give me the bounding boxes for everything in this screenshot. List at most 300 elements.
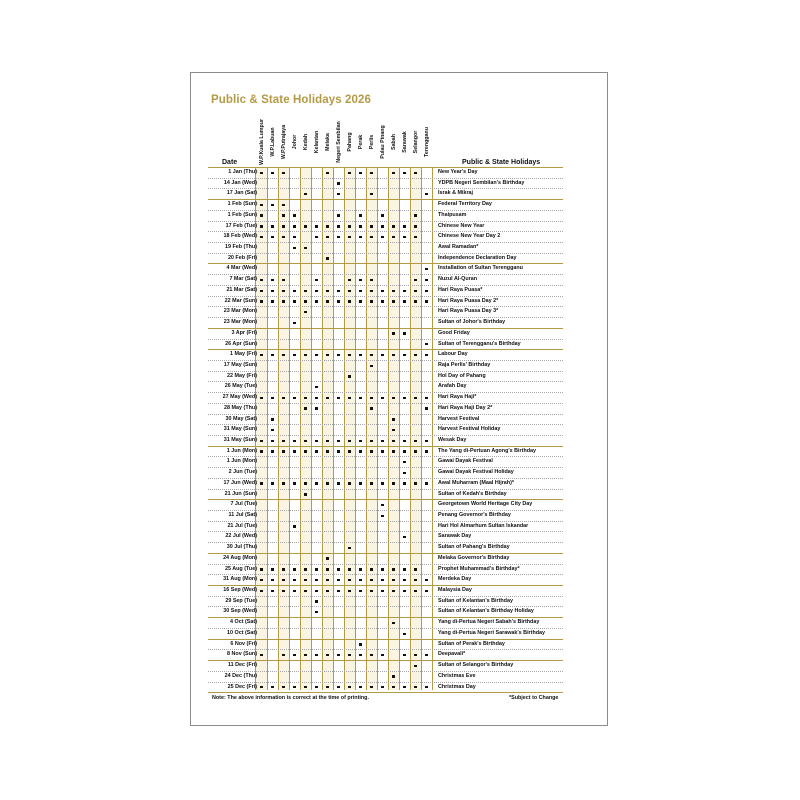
table-row (208, 554, 563, 565)
holiday-marker (337, 568, 339, 570)
holiday-marker (348, 654, 350, 656)
holiday-marker (282, 579, 284, 581)
holiday-marker (359, 590, 361, 592)
holiday-marker (425, 193, 427, 195)
holiday-marker (414, 214, 416, 216)
holiday-marker (326, 225, 328, 227)
holiday-name: Deepavali* (438, 651, 466, 658)
holiday-marker (370, 482, 372, 484)
holiday-name: Sultan of Johor's Birthday (438, 319, 506, 326)
holiday-date: 7 Mar (Sat) (229, 276, 257, 283)
table-row (208, 254, 563, 265)
table-row (208, 415, 563, 426)
holiday-marker (359, 450, 361, 452)
holiday-marker (282, 300, 284, 302)
holiday-marker (348, 225, 350, 227)
holiday-marker (425, 290, 427, 292)
state-label: Perak (357, 134, 364, 149)
table-row (208, 522, 563, 533)
holiday-date: 29 Sep (Tue) (225, 597, 257, 604)
holiday-marker (414, 236, 416, 238)
holiday-marker (282, 397, 284, 399)
holiday-name: Hari Raya Puasa* (438, 286, 483, 293)
table-row (208, 586, 563, 597)
holiday-marker (326, 397, 328, 399)
holiday-marker (315, 440, 317, 442)
holiday-marker (260, 397, 262, 399)
holiday-marker (326, 686, 328, 688)
holiday-date: 14 Jan (Wed) (223, 179, 257, 186)
holiday-marker (337, 236, 339, 238)
holiday-marker (293, 525, 295, 527)
holiday-marker (392, 429, 394, 431)
holiday-marker (260, 440, 262, 442)
holiday-marker (282, 568, 284, 570)
holiday-name: Nuzul Al-Quran (438, 276, 478, 283)
holiday-marker (425, 482, 427, 484)
holiday-marker (348, 440, 350, 442)
holiday-date: 3 Apr (Fri) (231, 329, 257, 336)
holiday-name: Harvest Festival Holiday (438, 426, 501, 433)
holiday-name: Sultan of Selangor's Birthday (438, 662, 514, 669)
holiday-marker (326, 236, 328, 238)
table-row (208, 511, 563, 522)
holiday-marker (326, 354, 328, 356)
holiday-marker (315, 579, 317, 581)
holiday-marker (359, 482, 361, 484)
table-row (208, 286, 563, 297)
holiday-name: Federal Territory Day (438, 201, 492, 208)
table-row (208, 340, 563, 351)
holiday-marker (414, 654, 416, 656)
holiday-marker (392, 579, 394, 581)
holiday-marker (414, 354, 416, 356)
holiday-name: Sultan of Kelantan's Birthday (438, 597, 513, 604)
state-header (377, 116, 388, 167)
holiday-marker (293, 440, 295, 442)
holiday-marker (348, 375, 350, 377)
holiday-marker (425, 579, 427, 581)
holiday-marker (370, 440, 372, 442)
holiday-marker (260, 686, 262, 688)
table-row (208, 425, 563, 436)
holiday-marker (271, 440, 273, 442)
holiday-marker (348, 290, 350, 292)
holiday-marker (348, 568, 350, 570)
holiday-marker (271, 429, 273, 431)
holiday-marker (282, 354, 284, 356)
holiday-marker (425, 268, 427, 270)
state-header (388, 116, 399, 167)
holiday-marker (337, 193, 339, 195)
holiday-marker (282, 279, 284, 281)
holiday-marker (370, 686, 372, 688)
holiday-marker (359, 354, 361, 356)
table-row (208, 683, 563, 694)
state-header (410, 116, 421, 167)
holiday-marker (403, 450, 405, 452)
holiday-marker (370, 236, 372, 238)
holiday-marker (425, 343, 427, 345)
holiday-marker (326, 557, 328, 559)
holiday-marker (359, 397, 361, 399)
state-label: Sabah (390, 133, 397, 150)
state-header (355, 116, 366, 167)
holiday-date: 1 Feb (Sun) (227, 211, 257, 218)
state-label: Negeri Sembilan (335, 120, 342, 163)
holiday-marker (381, 290, 383, 292)
holiday-date: 1 May (Fri) (230, 351, 257, 358)
holiday-marker (304, 311, 306, 313)
holiday-marker (403, 354, 405, 356)
holiday-marker (293, 686, 295, 688)
holiday-marker (260, 279, 262, 281)
holiday-marker (304, 493, 306, 495)
table-row (208, 629, 563, 640)
holiday-marker (326, 290, 328, 292)
holiday-date: 28 May (Thu) (224, 404, 257, 411)
holiday-marker (271, 204, 273, 206)
holiday-marker (381, 225, 383, 227)
holiday-marker (260, 482, 262, 484)
holiday-date: 18 Feb (Wed) (223, 233, 257, 240)
holiday-marker (260, 236, 262, 238)
holiday-marker (337, 686, 339, 688)
table-row (208, 436, 563, 447)
state-label: Kedah (302, 133, 309, 150)
holiday-marker (359, 654, 361, 656)
holiday-marker (315, 300, 317, 302)
holiday-marker (337, 654, 339, 656)
holiday-marker (293, 482, 295, 484)
table-row (208, 232, 563, 243)
holiday-date: 20 Feb (Fri) (227, 254, 257, 261)
holiday-marker (326, 257, 328, 259)
holiday-marker (293, 579, 295, 581)
holiday-marker (381, 590, 383, 592)
holiday-marker (271, 279, 273, 281)
holiday-table (208, 168, 563, 693)
holiday-marker (370, 225, 372, 227)
footer-note: Note: The above information is correct at the time of printing. (212, 695, 369, 701)
holiday-name: Christmas Eve (438, 672, 476, 679)
holiday-marker (326, 654, 328, 656)
holiday-marker (370, 354, 372, 356)
holiday-marker (403, 579, 405, 581)
holiday-marker (326, 579, 328, 581)
holiday-marker (293, 450, 295, 452)
holiday-marker (337, 182, 339, 184)
holiday-name: Awal Ramadan* (438, 244, 479, 251)
holiday-marker (304, 482, 306, 484)
holiday-marker (304, 354, 306, 356)
holiday-date: 1 Jun (Mon) (226, 458, 257, 465)
holiday-marker (359, 279, 361, 281)
holiday-date: 31 May (Sun) (223, 436, 257, 443)
holiday-date: 21 Mar (Sat) (226, 286, 257, 293)
holiday-date: 25 Dec (Fri) (227, 683, 257, 690)
holiday-marker (315, 590, 317, 592)
holiday-marker (315, 450, 317, 452)
holiday-date: 22 Jul (Wed) (225, 533, 257, 540)
holiday-marker (370, 450, 372, 452)
holiday-marker (271, 300, 273, 302)
holiday-name: Gawai Dayak Festival (438, 458, 493, 465)
holiday-date: 4 Mar (Wed) (226, 265, 257, 272)
holiday-name: Prophet Muhammad's Birthday* (438, 565, 520, 572)
holiday-marker (392, 675, 394, 677)
holiday-marker (315, 686, 317, 688)
holiday-marker (425, 397, 427, 399)
holiday-name: Israk & Mikraj (438, 190, 474, 197)
holiday-marker (392, 590, 394, 592)
holiday-marker (414, 172, 416, 174)
holiday-date: 24 Dec (Thu) (224, 672, 257, 679)
holiday-marker (326, 482, 328, 484)
holiday-date: 22 Mar (Sun) (224, 297, 257, 304)
holiday-marker (381, 654, 383, 656)
state-header (289, 116, 300, 167)
holiday-marker (392, 354, 394, 356)
holiday-marker (403, 332, 405, 334)
holiday-marker (260, 354, 262, 356)
holiday-marker (359, 225, 361, 227)
holiday-marker (293, 300, 295, 302)
state-label: Selangor (412, 130, 419, 153)
holiday-marker (304, 247, 306, 249)
holiday-marker (315, 236, 317, 238)
table-row (208, 264, 563, 275)
holiday-marker (403, 686, 405, 688)
table-row (208, 372, 563, 383)
holiday-marker (403, 290, 405, 292)
table-row (208, 565, 563, 576)
table-row (208, 168, 563, 179)
holiday-date: 30 Jul (Thu) (226, 544, 257, 551)
holiday-marker (282, 204, 284, 206)
holiday-marker (282, 440, 284, 442)
table-row (208, 222, 563, 233)
holiday-marker (348, 279, 350, 281)
table-row (208, 532, 563, 543)
holiday-date: 19 Feb (Thu) (224, 244, 257, 251)
holiday-marker (392, 568, 394, 570)
holiday-marker (414, 686, 416, 688)
holiday-marker (359, 579, 361, 581)
state-header (256, 116, 267, 167)
table-row (208, 200, 563, 211)
holiday-date: 21 Jul (Tue) (227, 522, 257, 529)
holiday-marker (293, 654, 295, 656)
holiday-marker (304, 568, 306, 570)
holiday-date: 23 Mar (Mon) (223, 319, 257, 326)
state-header (333, 116, 344, 167)
holiday-marker (392, 418, 394, 420)
holiday-name: Labour Day (438, 351, 468, 358)
holiday-date: 4 Oct (Sat) (230, 619, 257, 626)
table-row (208, 672, 563, 683)
holiday-name: Chinese New Year (438, 222, 485, 229)
table-row (208, 661, 563, 672)
table-row (208, 457, 563, 468)
table-row (208, 479, 563, 490)
holiday-name: Chinese New Year Day 2 (438, 233, 501, 240)
holiday-name: Raja Perlis' Birthday (438, 361, 491, 368)
holiday-marker (315, 407, 317, 409)
table-row (208, 618, 563, 629)
state-header (344, 116, 355, 167)
holiday-marker (359, 172, 361, 174)
holiday-marker (260, 172, 262, 174)
holiday-date: 10 Oct (Sat) (227, 629, 257, 636)
page-title: Public & State Holidays 2026 (211, 94, 372, 106)
holiday-marker (359, 568, 361, 570)
holiday-marker (392, 290, 394, 292)
holiday-marker (282, 450, 284, 452)
state-header (421, 116, 432, 167)
table-row (208, 318, 563, 329)
state-label: Pulau Pinang (379, 124, 386, 159)
holiday-marker (414, 300, 416, 302)
holiday-marker (304, 407, 306, 409)
holiday-marker (293, 322, 295, 324)
holiday-date: 24 Aug (Mon) (223, 554, 257, 561)
holiday-marker (403, 654, 405, 656)
holiday-marker (414, 279, 416, 281)
holiday-date: 23 Mar (Mon) (223, 308, 257, 315)
holiday-name: Georgetown World Heritage City Day (438, 501, 533, 508)
holiday-date: 26 Apr (Sun) (225, 340, 257, 347)
holiday-marker (403, 397, 405, 399)
holiday-marker (414, 482, 416, 484)
holiday-marker (304, 440, 306, 442)
holiday-marker (425, 300, 427, 302)
holiday-marker (315, 386, 317, 388)
holiday-marker (403, 590, 405, 592)
holiday-marker (260, 225, 262, 227)
state-label: Pahang (346, 131, 353, 152)
holiday-name: Hari Raya Puasa Day 3* (438, 308, 499, 315)
holiday-marker (392, 482, 394, 484)
holiday-marker (326, 172, 328, 174)
holiday-name: Hol Day of Pahang (438, 372, 486, 379)
holiday-marker (293, 236, 295, 238)
holiday-marker (381, 354, 383, 356)
holiday-marker (315, 354, 317, 356)
holiday-name: New Year's Day (438, 169, 478, 175)
holiday-name: Malaysia Day (438, 587, 472, 594)
holiday-marker (403, 300, 405, 302)
holiday-marker (271, 590, 273, 592)
holiday-marker (381, 515, 383, 517)
holiday-marker (381, 300, 383, 302)
table-row (208, 211, 563, 222)
holiday-marker (271, 450, 273, 452)
holiday-marker (304, 290, 306, 292)
holiday-marker (293, 590, 295, 592)
holiday-marker (370, 290, 372, 292)
holiday-marker (315, 225, 317, 227)
table-row (208, 361, 563, 372)
state-label: Terengganu (423, 126, 430, 157)
table-row (208, 393, 563, 404)
holiday-marker (315, 611, 317, 613)
state-header (278, 116, 289, 167)
table-row (208, 350, 563, 361)
holiday-marker (293, 290, 295, 292)
table-row (208, 243, 563, 254)
holiday-marker (425, 450, 427, 452)
holiday-marker (326, 590, 328, 592)
holiday-marker (348, 482, 350, 484)
holiday-name: Hari Raya Haji Day 2* (438, 404, 493, 411)
holiday-marker (370, 300, 372, 302)
holiday-date: 11 Dec (Fri) (227, 662, 257, 669)
holiday-marker (381, 214, 383, 216)
table-row (208, 500, 563, 511)
holiday-marker (425, 279, 427, 281)
holiday-marker (271, 579, 273, 581)
holiday-marker (381, 397, 383, 399)
holiday-marker (337, 290, 339, 292)
holiday-marker (293, 354, 295, 356)
holiday-marker (260, 654, 262, 656)
holiday-date: 17 Jan (Sat) (226, 190, 257, 197)
holiday-marker (370, 172, 372, 174)
holiday-marker (403, 633, 405, 635)
holiday-marker (337, 450, 339, 452)
holiday-date: 31 May (Sun) (223, 426, 257, 433)
holiday-marker (370, 279, 372, 281)
table-row (208, 468, 563, 479)
holiday-marker (403, 472, 405, 474)
holiday-marker (315, 279, 317, 281)
holiday-date: 25 Aug (Tue) (224, 565, 257, 572)
holiday-marker (414, 440, 416, 442)
holiday-date: 22 May (Fri) (227, 372, 257, 379)
holiday-marker (381, 579, 383, 581)
holiday-marker (425, 354, 427, 356)
holiday-marker (315, 290, 317, 292)
holiday-name: Installation of Sultan Terengganu (438, 265, 523, 272)
holiday-marker (414, 590, 416, 592)
holiday-marker (260, 290, 262, 292)
holiday-marker (392, 300, 394, 302)
holiday-marker (403, 236, 405, 238)
holiday-marker (282, 225, 284, 227)
holiday-marker (304, 225, 306, 227)
state-label: Kelantan (313, 130, 320, 153)
holiday-marker (414, 290, 416, 292)
holiday-marker (348, 686, 350, 688)
holiday-marker (337, 440, 339, 442)
table-row (208, 275, 563, 286)
state-label: W.P.Kuala Lumpur (258, 118, 265, 165)
holiday-marker (282, 654, 284, 656)
holiday-marker (359, 214, 361, 216)
holiday-marker (392, 450, 394, 452)
holiday-marker (326, 568, 328, 570)
holiday-marker (348, 354, 350, 356)
holiday-marker (271, 568, 273, 570)
holiday-name: Hari Hol Almarhum Sultan Iskandar (438, 522, 529, 529)
holiday-marker (271, 397, 273, 399)
holiday-marker (348, 547, 350, 549)
holiday-name: Good Friday (438, 329, 470, 336)
holiday-date: 8 Nov (Sun) (227, 651, 257, 658)
holiday-date: 17 Jun (Wed) (223, 479, 257, 486)
holiday-marker (370, 579, 372, 581)
